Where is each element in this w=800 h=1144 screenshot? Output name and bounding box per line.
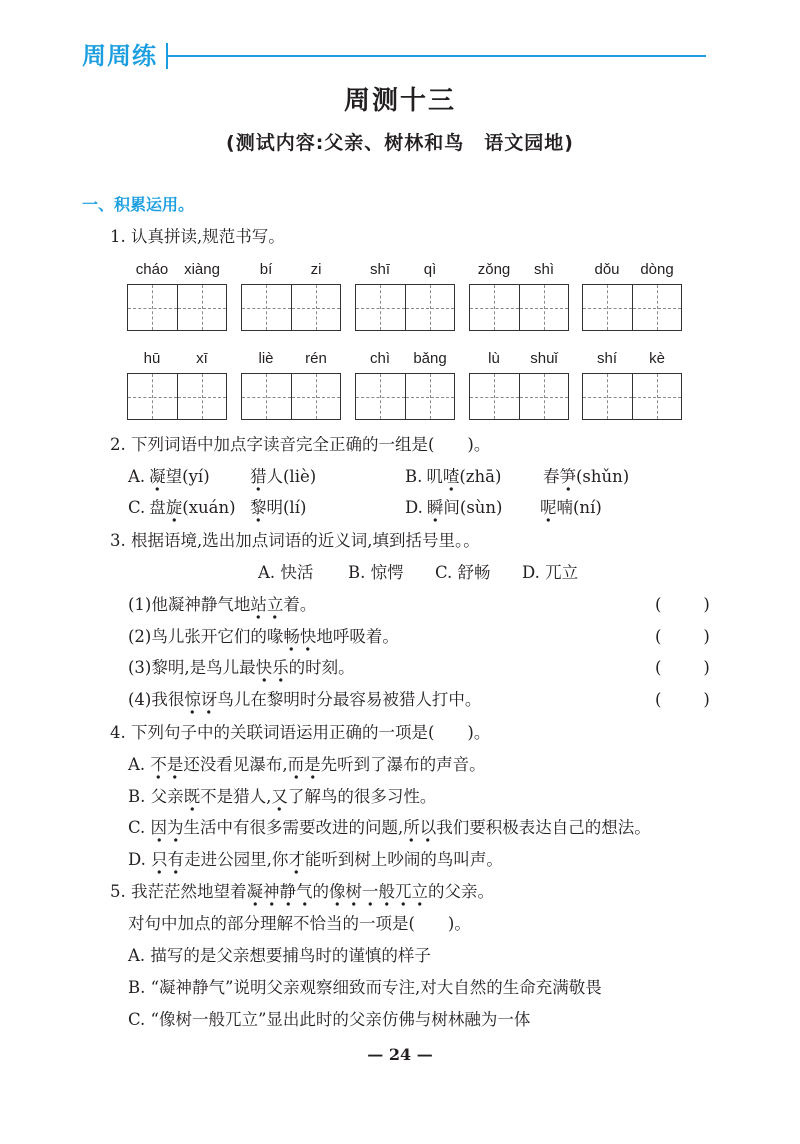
page-number: — 24 — <box>367 1045 433 1064</box>
page-title: 周测十三 <box>343 86 456 116</box>
pinyin: zi <box>310 261 322 278</box>
sentence-text: B. 父亲 <box>128 787 184 806</box>
answer-blank: ( ) <box>655 595 713 614</box>
writing-box <box>469 284 569 331</box>
q3-choice-b: B. 惊愕 <box>348 563 404 582</box>
writing-cell <box>405 285 455 330</box>
sentence-text: 能听到树上吵闹的鸟叫声。 <box>304 850 503 869</box>
dotted-char: 旋 <box>166 498 183 523</box>
writing-box <box>355 284 455 331</box>
dotted-phrase: 凝神静气 <box>247 882 313 907</box>
pinyin: liè <box>258 350 274 367</box>
pinyin: lù <box>488 350 500 367</box>
pinyin: shuǐ <box>530 350 558 367</box>
dotted-word: 快乐 <box>256 658 289 683</box>
dotted-word: 而是 <box>288 755 321 780</box>
word-text: 人(liè) <box>266 467 317 486</box>
sentence-text: (3)黎明,是鸟儿最 <box>128 658 256 677</box>
pinyin: rén <box>305 350 327 367</box>
dotted-char: 喳 <box>443 467 460 492</box>
pinyin: shí <box>596 350 618 367</box>
q2-option-a-word1 <box>128 466 210 488</box>
writing-cell <box>177 374 227 419</box>
sentence-text: (4)我很 <box>128 690 185 709</box>
pinyin: xiàng <box>184 261 220 278</box>
sentence-text: 地呼吸着。 <box>316 627 399 646</box>
header-rule <box>168 55 706 57</box>
series-label: 周周练 <box>82 42 157 70</box>
q2-option-c-word2 <box>250 497 306 519</box>
writing-cell <box>356 285 405 330</box>
sentence-text: 的 <box>312 882 329 901</box>
writing-cell <box>519 374 569 419</box>
q4-option-d <box>128 849 503 871</box>
pinyin: bǎng <box>413 350 447 367</box>
dotted-char: 笋 <box>560 467 577 492</box>
sentence-text: (2)鸟儿张开它们的喙 <box>128 627 284 646</box>
writing-cell <box>356 374 405 419</box>
pinyin: qì <box>423 261 437 278</box>
pinyin-row-2 <box>0 350 800 368</box>
pinyin: kè <box>649 350 665 367</box>
writing-box <box>241 284 341 331</box>
option-label: B. <box>405 467 423 486</box>
q2-option-d-word1 <box>405 497 503 519</box>
writing-box <box>127 373 227 420</box>
pinyin: chì <box>369 350 391 367</box>
q3-item-3 <box>128 657 355 679</box>
word-text: 间(sùn) <box>443 498 503 517</box>
dotted-word: 站立 <box>250 595 283 620</box>
dotted-word: 惊讶 <box>184 690 217 715</box>
sentence-text: 不是猎人, <box>200 787 272 806</box>
writing-cell <box>632 374 682 419</box>
pinyin: xī <box>196 350 208 367</box>
sentence-text: (1)他凝神静气地 <box>128 595 251 614</box>
writing-box <box>241 373 341 420</box>
answer-blank: ( ) <box>655 658 713 677</box>
q3-choice-a: A. 快活 <box>258 563 314 582</box>
q5-sub-prompt: 对句中加点的部分理解不恰当的一项是( )。 <box>128 914 471 933</box>
answer-blank: ( ) <box>655 690 713 709</box>
option-label: A. <box>128 467 146 486</box>
pinyin-row-1 <box>0 261 800 279</box>
pinyin: cháo <box>135 261 169 278</box>
q1-prompt: 1. 认真拼读,规范书写。 <box>110 227 285 246</box>
dotted-word: 既 <box>184 787 201 812</box>
word-text: (zhā) <box>459 467 502 486</box>
writing-cell <box>128 285 177 330</box>
sentence-text: C. <box>128 818 151 837</box>
word-text: (xuán) <box>182 498 236 517</box>
word-text: 春 <box>543 467 560 486</box>
q2-option-a-word2 <box>250 466 316 488</box>
writing-box <box>582 373 682 420</box>
writing-cell <box>470 374 519 419</box>
sentence-text: 我们要积极表达自己的想法。 <box>436 818 651 837</box>
writing-box <box>469 373 569 420</box>
q5-option-b: B. “凝神静气”说明父亲观察细致而专注,对大自然的生命充满敬畏 <box>128 978 602 997</box>
writing-cell <box>242 374 291 419</box>
writing-box <box>582 284 682 331</box>
pinyin: dǒu <box>594 261 620 278</box>
q3-choice-d: D. 兀立 <box>522 563 579 582</box>
writing-cell <box>128 374 177 419</box>
dotted-word: 才 <box>288 850 305 875</box>
answer-blank: ( ) <box>655 627 713 646</box>
sentence-text: 了解鸟的很多习性。 <box>287 787 437 806</box>
sentence-text: 走进公园里,你 <box>184 850 289 869</box>
q3-prompt: 3. 根据语境,选出加点词语的近义词,填到括号里。。 <box>110 531 480 550</box>
writing-box <box>127 284 227 331</box>
dotted-word: 只有 <box>151 850 184 875</box>
pinyin: bí <box>259 261 273 278</box>
dotted-word: 因为 <box>151 818 184 843</box>
dotted-char: 呢 <box>540 498 557 523</box>
word-text: 叽 <box>426 467 443 486</box>
dotted-word: 所以 <box>403 818 436 843</box>
writing-cell <box>291 374 341 419</box>
q2-option-c-word1 <box>128 497 236 519</box>
writing-cell <box>583 285 632 330</box>
q2-option-b-word1 <box>405 466 501 488</box>
q3-item-1 <box>128 594 316 616</box>
option-label: D. <box>405 498 423 517</box>
dotted-word: 又 <box>271 787 288 812</box>
q3-choice-c: C. 舒畅 <box>435 563 491 582</box>
word-text: 喃(ní) <box>556 498 602 517</box>
writing-cell <box>470 285 519 330</box>
q4-prompt: 4. 下列句子中的关联词语运用正确的一项是( )。 <box>110 723 491 742</box>
sentence-text: 的父亲。 <box>428 882 494 901</box>
q5-prompt <box>110 881 494 903</box>
sentence-text: A. <box>128 755 151 774</box>
pinyin: hū <box>143 350 161 367</box>
q4-option-c <box>128 817 651 839</box>
dotted-char: 猎 <box>250 467 267 492</box>
writing-cell <box>177 285 227 330</box>
dotted-char: 黎 <box>250 498 267 523</box>
option-label: C. <box>128 498 146 517</box>
writing-cell <box>242 285 291 330</box>
writing-cell <box>291 285 341 330</box>
pinyin: shī <box>369 261 391 278</box>
dotted-word: 畅快 <box>283 627 316 652</box>
dotted-char: 凝 <box>149 467 166 492</box>
word-text: 明(lí) <box>266 498 307 517</box>
writing-cell <box>519 285 569 330</box>
writing-cell <box>583 374 632 419</box>
section-heading: 一、积累运用。 <box>82 195 195 214</box>
dotted-phrase: 像树一般兀立 <box>329 882 428 907</box>
sentence-text: 5. 我茫茫然地望着 <box>110 882 247 901</box>
dotted-word: 不是 <box>150 755 183 780</box>
page-subtitle: (测试内容:父亲、树林和鸟 语文园地) <box>226 132 574 154</box>
sentence-text: 的时刻。 <box>288 658 355 677</box>
word-text: 望(yí) <box>165 467 210 486</box>
sentence-text: D. <box>128 850 152 869</box>
q2-prompt: 2. 下列词语中加点字读音完全正确的一组是( )。 <box>110 435 491 454</box>
word-text: (shǔn) <box>576 467 630 486</box>
pinyin: zǒng <box>477 261 511 278</box>
q4-option-b <box>128 786 436 808</box>
sentence-text: 先听到了瀑布的声音。 <box>320 755 486 774</box>
pinyin: dòng <box>640 261 674 278</box>
q3-item-2 <box>128 626 399 648</box>
writing-cell <box>632 285 682 330</box>
dotted-char: 瞬 <box>427 498 444 523</box>
pinyin: shì <box>533 261 555 278</box>
sentence-text: 还没看见瀑布, <box>183 755 288 774</box>
word-text: 盘 <box>149 498 166 517</box>
writing-box <box>355 373 455 420</box>
q5-option-c: C. “像树一般兀立”显出此时的父亲仿佛与树林融为一体 <box>128 1010 531 1029</box>
q4-option-a <box>128 754 486 776</box>
q2-option-b-word2 <box>543 466 629 488</box>
sentence-text: 着。 <box>283 595 317 614</box>
q5-option-a: A. 描写的是父亲想要捕鸟时的谨慎的样子 <box>128 946 431 965</box>
sentence-text: 生活中有很多需要改进的问题, <box>183 818 404 837</box>
q2-option-d-word2 <box>540 497 602 519</box>
sentence-text: 鸟儿在黎明时分最容易被猎人打中。 <box>217 690 482 709</box>
writing-cell <box>405 374 455 419</box>
q3-item-4 <box>128 689 481 711</box>
